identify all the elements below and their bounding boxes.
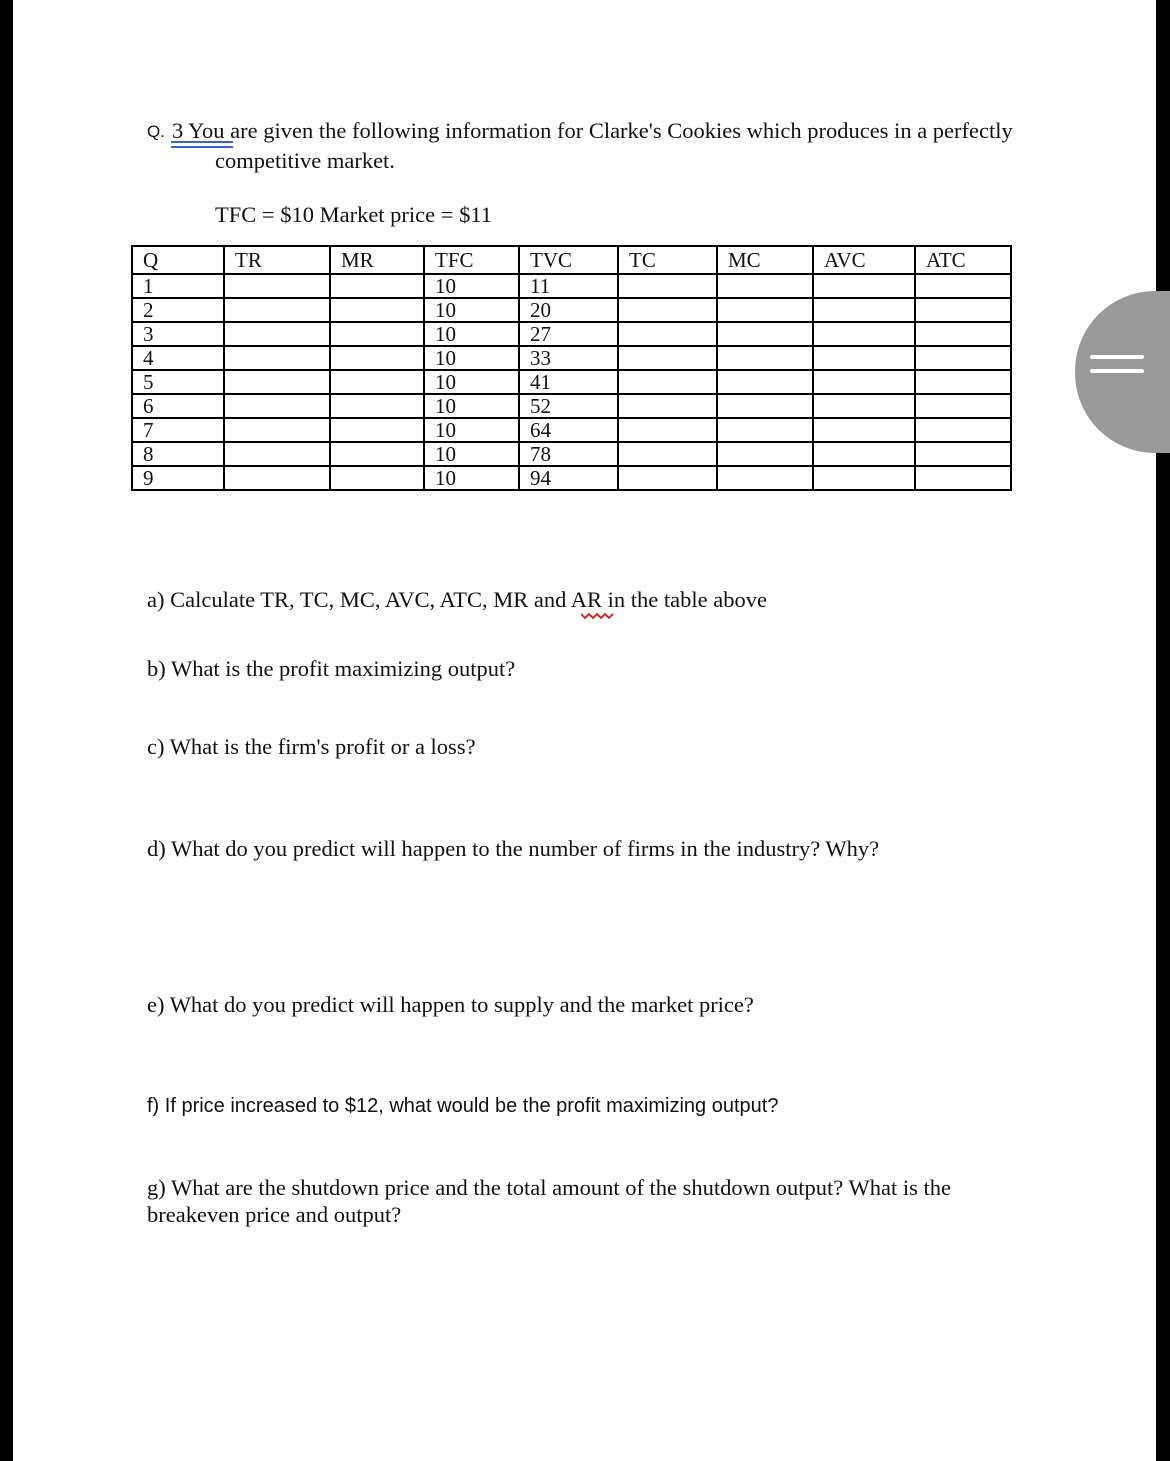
table-row <box>132 418 1011 442</box>
table-cell-mc <box>717 346 813 370</box>
table-cell-atc <box>915 394 1011 418</box>
table-cell-atc <box>915 442 1011 466</box>
cost-table <box>131 245 1012 491</box>
table-cell-tvc: 64 <box>519 418 618 442</box>
table-cell-tvc: 33 <box>519 346 618 370</box>
table-cell-q: 7 <box>132 418 224 442</box>
table-cell-tr <box>224 298 330 322</box>
part-a-text-end: in the table above <box>602 587 767 612</box>
table-row <box>132 370 1011 394</box>
table-cell-q: 2 <box>132 298 224 322</box>
question-intro: You are given the following information for Clarke's Cookies which produces in a perfectly <box>188 118 1013 143</box>
table-cell-tvc: 52 <box>519 394 618 418</box>
part-a <box>147 587 767 613</box>
part-a-text: a) Calculate TR, TC, MC, AVC, ATC, MR and <box>147 587 571 612</box>
table-cell-avc <box>813 370 915 394</box>
given-values: TFC = $10 Market price = $11 <box>215 202 492 227</box>
part-f: f) If price increased to $12, what would be the profit maximizing output? <box>147 1095 779 1117</box>
table-cell-q: 3 <box>132 322 224 346</box>
table-cell-tvc: 11 <box>519 274 618 298</box>
question-line-1 <box>172 118 1013 144</box>
part-e: e) What do you predict will happen to supply and the market price? <box>147 992 754 1017</box>
table-cell-mc <box>717 466 813 490</box>
table-cell-tc <box>618 274 717 298</box>
table-cell-tr <box>224 322 330 346</box>
part-d: d) What do you predict will happen to the number of firms in the industry? Why? <box>147 836 880 861</box>
handle-grip-icon <box>1090 355 1144 359</box>
table-header-row <box>132 246 1011 274</box>
table-cell-tc <box>618 370 717 394</box>
table-cell-tvc: 94 <box>519 466 618 490</box>
header-mr: MR <box>330 246 424 274</box>
table-cell-q: 9 <box>132 466 224 490</box>
question-number[interactable]: 3 <box>172 118 184 143</box>
header-tc: TC <box>618 246 717 274</box>
link-underline <box>171 141 233 148</box>
table-row <box>132 274 1011 298</box>
table-cell-atc <box>915 298 1011 322</box>
table-cell-q: 6 <box>132 394 224 418</box>
table-cell-atc <box>915 466 1011 490</box>
table-cell-mc <box>717 274 813 298</box>
table-cell-mr <box>330 346 424 370</box>
table-cell-mc <box>717 442 813 466</box>
table-row <box>132 442 1011 466</box>
table-cell-atc <box>915 322 1011 346</box>
table-cell-tfc: 10 <box>424 298 519 322</box>
table-cell-mc <box>717 418 813 442</box>
table-cell-tfc: 10 <box>424 370 519 394</box>
table-cell-tc <box>618 442 717 466</box>
table-cell-tvc: 41 <box>519 370 618 394</box>
header-tfc: TFC <box>424 246 519 274</box>
table-cell-tc <box>618 394 717 418</box>
table-cell-mr <box>330 322 424 346</box>
table-cell-tr <box>224 370 330 394</box>
table-cell-atc <box>915 274 1011 298</box>
header-avc: AVC <box>813 246 915 274</box>
part-g-line-2: breakeven price and output? <box>147 1202 402 1227</box>
table-cell-atc <box>915 346 1011 370</box>
table-cell-tfc: 10 <box>424 322 519 346</box>
table-cell-tc <box>618 298 717 322</box>
table-cell-avc <box>813 346 915 370</box>
header-tr: TR <box>224 246 330 274</box>
table-cell-tfc: 10 <box>424 274 519 298</box>
table-cell-tc <box>618 346 717 370</box>
table-cell-mc <box>717 322 813 346</box>
part-g-line-1: g) What are the shutdown price and the total amount of the shutdown output? What is the <box>147 1175 951 1200</box>
table-cell-mc <box>717 394 813 418</box>
table-cell-mr <box>330 298 424 322</box>
table-cell-q: 1 <box>132 274 224 298</box>
question-prefix: Q. <box>147 122 165 141</box>
table-cell-mr <box>330 418 424 442</box>
table-cell-tvc: 20 <box>519 298 618 322</box>
table-cell-tc <box>618 466 717 490</box>
table-row <box>132 466 1011 490</box>
table-cell-atc <box>915 370 1011 394</box>
table-cell-avc <box>813 322 915 346</box>
table-cell-tfc: 10 <box>424 442 519 466</box>
table-cell-tr <box>224 442 330 466</box>
table-cell-tr <box>224 274 330 298</box>
table-cell-tr <box>224 394 330 418</box>
table-row <box>132 394 1011 418</box>
table-row <box>132 322 1011 346</box>
table-cell-avc <box>813 418 915 442</box>
table-cell-tvc: 78 <box>519 442 618 466</box>
table-cell-tfc: 10 <box>424 418 519 442</box>
part-a-flagged-word[interactable]: AR <box>570 587 603 612</box>
table-cell-tfc: 10 <box>424 394 519 418</box>
table-cell-mr <box>330 394 424 418</box>
header-mc: MC <box>717 246 813 274</box>
header-tvc: TVC <box>519 246 618 274</box>
table-cell-tc <box>618 418 717 442</box>
table-cell-mr <box>330 274 424 298</box>
part-b: b) What is the profit maximizing output? <box>147 656 516 681</box>
table-cell-mr <box>330 370 424 394</box>
question-line-2: competitive market. <box>215 148 395 173</box>
table-cell-atc <box>915 418 1011 442</box>
table-cell-q: 8 <box>132 442 224 466</box>
table-cell-mc <box>717 298 813 322</box>
table-cell-avc <box>813 442 915 466</box>
document-page <box>13 0 1156 1461</box>
header-q: Q <box>132 246 224 274</box>
table-cell-tr <box>224 418 330 442</box>
table-cell-tfc: 10 <box>424 466 519 490</box>
table-cell-mr <box>330 442 424 466</box>
table-cell-mc <box>717 370 813 394</box>
table-cell-tr <box>224 466 330 490</box>
table-cell-q: 5 <box>132 370 224 394</box>
spellcheck-squiggle <box>581 612 615 620</box>
header-atc: ATC <box>915 246 1011 274</box>
part-c: c) What is the firm's profit or a loss? <box>147 734 476 759</box>
table-cell-tfc: 10 <box>424 346 519 370</box>
table-cell-tc <box>618 322 717 346</box>
table-cell-avc <box>813 466 915 490</box>
table-cell-tr <box>224 346 330 370</box>
table-cell-q: 4 <box>132 346 224 370</box>
table-cell-avc <box>813 298 915 322</box>
table-row <box>132 298 1011 322</box>
table-cell-avc <box>813 394 915 418</box>
table-cell-tvc: 27 <box>519 322 618 346</box>
table-cell-avc <box>813 274 915 298</box>
table-cell-mr <box>330 466 424 490</box>
table-row <box>132 346 1011 370</box>
handle-grip-icon-line <box>1090 369 1144 373</box>
